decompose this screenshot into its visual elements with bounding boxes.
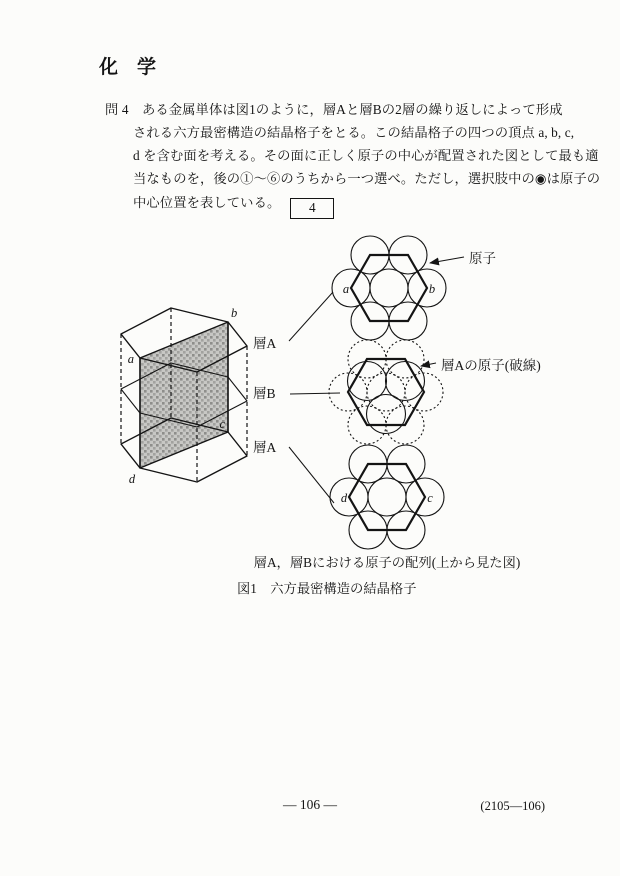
diagram-label-b: b xyxy=(428,282,436,296)
question-line: 当なものを，後の①～⑥のうちから一つ選べ。ただし，選択肢中の◉は原子の xyxy=(133,171,601,186)
question-line: d を含む面を考える。その面に正しく原子の中心が配置された図として最も適 xyxy=(133,148,599,163)
layer-a-top-view-diagram xyxy=(332,236,496,340)
unit-hexagon-outline xyxy=(351,255,427,321)
vertex-label-b: b xyxy=(231,306,238,320)
layer-a-dashed-atoms xyxy=(329,340,443,444)
arrangement-caption: 層A，層Bにおける原子の配列(上から見た図) xyxy=(253,555,521,570)
diagram-label-a: a xyxy=(342,282,350,296)
layer-label-b: 層B xyxy=(253,386,276,401)
layer-label-a-bottom: 層A xyxy=(253,440,277,455)
shaded-diagonal-plane-abcd xyxy=(140,322,228,468)
layer-a-bottom-view-diagram xyxy=(330,445,444,549)
answer-number-box: 4 xyxy=(290,198,334,219)
page-title: 化 学 xyxy=(99,57,157,78)
unit-hexagon-outline xyxy=(349,464,425,530)
pointer-line-layer-a-top xyxy=(289,292,333,341)
question-line: 問 4 ある金属単体は図1のように，層Aと層Bの2層の繰り返しによって形成 xyxy=(105,102,563,117)
atom-circle xyxy=(370,269,408,307)
atom-annotation-label: 原子 xyxy=(469,251,496,266)
layer-b-atom-circle xyxy=(367,395,406,434)
layer-labels xyxy=(253,292,340,503)
layer-b-top-view-diagram xyxy=(329,340,541,444)
unit-hexagon-outline xyxy=(348,359,424,425)
vertex-label-c: c xyxy=(219,417,225,431)
document-code: (2105—106) xyxy=(480,799,545,813)
pointer-line-layer-b xyxy=(290,393,340,394)
atom-annotation-arrow xyxy=(430,257,464,263)
hexagonal-prism xyxy=(121,306,247,486)
layer-a-atom-annotation-label: 層Aの原子(破線) xyxy=(441,358,541,373)
diagram-label-d: d xyxy=(340,491,348,505)
diagram-label-c: c xyxy=(427,491,433,505)
pointer-line-layer-a-bottom xyxy=(289,447,334,503)
layer-label-a-top: 層A xyxy=(253,336,277,351)
vertex-label-d: d xyxy=(128,472,136,486)
figure-caption: 図1 六方最密構造の結晶格子 xyxy=(237,581,417,596)
page-number: — 106 — xyxy=(283,797,337,812)
vertex-label-a: a xyxy=(127,352,134,366)
question-line-text: 中心位置を表している。 xyxy=(133,195,281,210)
question-line: される六方最密構造の結晶格子をとる。この結晶格子の四つの頂点 a, b, c, xyxy=(133,125,575,140)
atom-circle xyxy=(368,478,406,516)
